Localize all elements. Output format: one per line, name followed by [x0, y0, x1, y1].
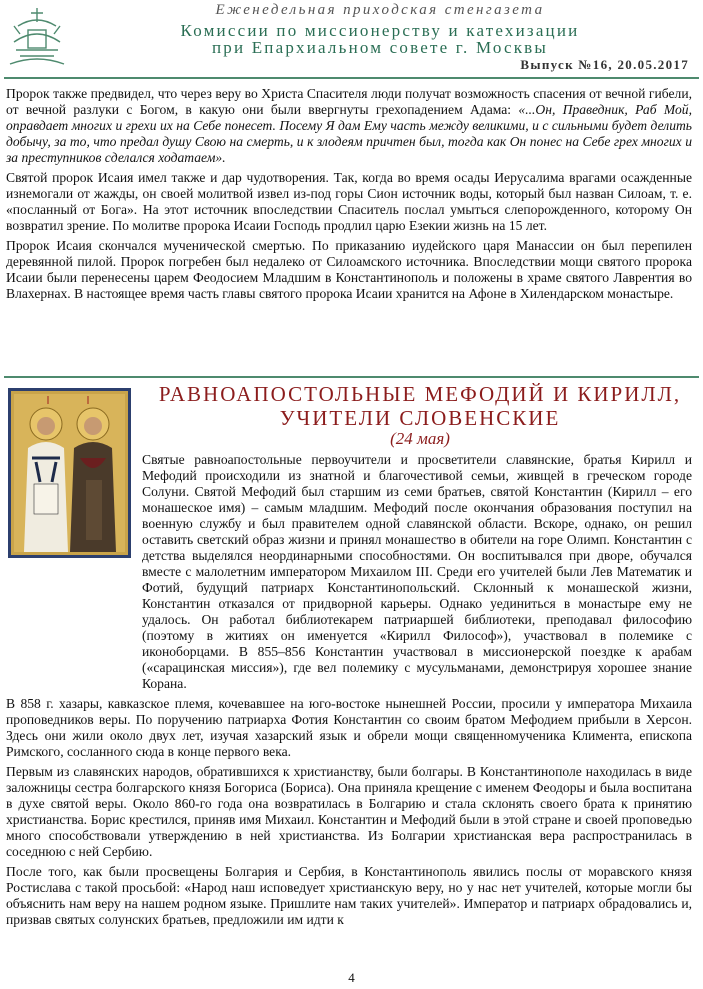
- header-divider: [4, 77, 699, 79]
- header-line-3: при Епархиальном совете г. Москвы: [211, 38, 549, 57]
- paragraph: [6, 86, 692, 166]
- page-number: 4: [348, 970, 355, 985]
- issue-number: Выпуск №16, 20.05.2017: [520, 57, 689, 72]
- paragraph: Святой пророк Исаия имел также и дар чудотворения. Так, когда во время осады Иерусалима врагами осажденные изнемогали от жажды, он своей молитвой извел из-под горы Сион источник воды, который был назван Силоам, т. е. «посланный от Бога». На этот источник впоследствии Спаситель послал умыться слепорожденного, которому Он возвратил зрение. По молитве пророка Исаии Господь продлил царю Езекии жизнь на 15 лет.: [6, 170, 692, 233]
- paragraph: Первым из славянских народов, обратившихся к христианству, были болгары. В Константинополе находилась в виде заложницы сестра болгарского князя Богориса (Бориса). Она приняла крещение с именем Феодоры и была воспитана в духе святой веры. Около 860-го года она возвратилась в Болгарию и стала склонять своего брата к принятию христианства. Борис крестился, приняв имя Михаил. Константин и Мефодий были в этой стране и своей проповедью много способствовали утверждению в ней христианства. Из Болгарии христианская вера распространилась в соседнюю с ней Сербию.: [6, 764, 692, 859]
- section-title-line-1: РАВНОАПОСТОЛЬНЫЕ МЕФОДИЙ И КИРИЛЛ,: [158, 382, 682, 406]
- isaiah-article-continuation: [6, 86, 692, 306]
- scripture-quote: «...Он, Праведник, Раб Мой, оправдает многих и грехи их на Себе понесет. Посему Я дам Ему часть между великими, и с сильными будет делить добычу, за то, что предал душу Свою на смерть, и к злодеям причтен был, тогда как Он понес на Себе грех многих и за преступников сделался ходатаем».: [6, 102, 692, 165]
- header-line-1: Еженедельная приходская стенгазета: [215, 2, 545, 18]
- parish-logo: [6, 4, 68, 70]
- section-divider: [4, 376, 699, 378]
- paragraph: Пророк Исаия скончался мученической смертью. По приказанию иудейского царя Манассии он был перепилен деревянной пилой. Пророк погребен был недалеко от Силоамского источника. Впоследствии мощи святого пророка Исаии были перенесены царем Феодосием Младшим в Константинополь и положены в храме святого Лаврентия во Влахернах. В настоящее время часть главы святого пророка Исаии хранится на Афоне в Хилендарском монастыре.: [6, 238, 692, 301]
- section-title-line-2: УЧИТЕЛИ СЛОВЕНСКИЕ: [279, 406, 561, 430]
- header-line-2: Комиссии по миссионерству и катехизации: [180, 21, 580, 40]
- paragraph: В 858 г. хазары, кавказское племя, кочевавшее на юго-востоке нынешней России, просили у императора Михаила проповедников веры. По поручению патриарха Фотия Константин со своим братом Мефодием прибыли в Херсон. Здесь они жили около двух лет, изучая хазарский язык и обрели мощи священномученика Климента, епископа Римского, сосланного сюда в конце первого века.: [6, 696, 692, 759]
- paragraph: После того, как были просвещены Болгария и Сербия, в Константинополь явились послы от моравского князя Ростислава с такой просьбой: «Народ наш исповедует христианскую веру, но у нас нет учителей, которые могли бы объяснить нам веру на нашем родном языке. Пришлите нам таких учителей». Император и патриарх обрадовались и, призвав святых солунских братьев, предложили им идти к: [6, 864, 692, 927]
- paragraph: Святые равноапостольные первоучители и просветители славянские, братья Кирилл и Мефодий происходили из знатной и благочестивой семьи, живщей в греческом городе Солуни. Святой Мефодий был старшим из семи братьев, святой Константин (Кирилл – его монашеское имя) – самым младшим. Мефодий после окончания образования поступил на военную службу и был правителем одной славянской области. Вскоре, однако, он решил оставить светский образ жизни и принял монашество в обители на горе Олимп. Константин с детства выделялся неординарными способностями. Он воспитывался при дворе, обучался вместе с малолетним императором Михаилом III. Среди его учителей были Лев Математик и Фотий, будущий патриарх Константинопольский. Склонный к монашеской жизни, Константин отказался от придворной карьеры. Однако уединиться в монастыре ему не удалось. Он работал библиотекарем патриаршей библиотеки, преподавал философию (поэтому в житиях он именуется «Кирилл Философ»), участвовал в полемике с иконоборцами. В 855–856 Константин участвовал в миссионерской поездке к арабам («сарацинская миссия»), где вел полемику с мусульманами, демонстрируя хорошее знание Корана.: [142, 452, 692, 691]
- paragraph-text: Пророк также предвидел, что через веру во Христа Спасителя люди получат возможность спасения от вечной гибели, от вечной разлуки с Богом, в какую они были ввергнуты грехопадением Адама:: [6, 86, 692, 117]
- feast-date: (24 мая): [390, 429, 450, 448]
- cyril-methodius-article: [6, 452, 692, 932]
- newsletter-header: [0, 0, 703, 80]
